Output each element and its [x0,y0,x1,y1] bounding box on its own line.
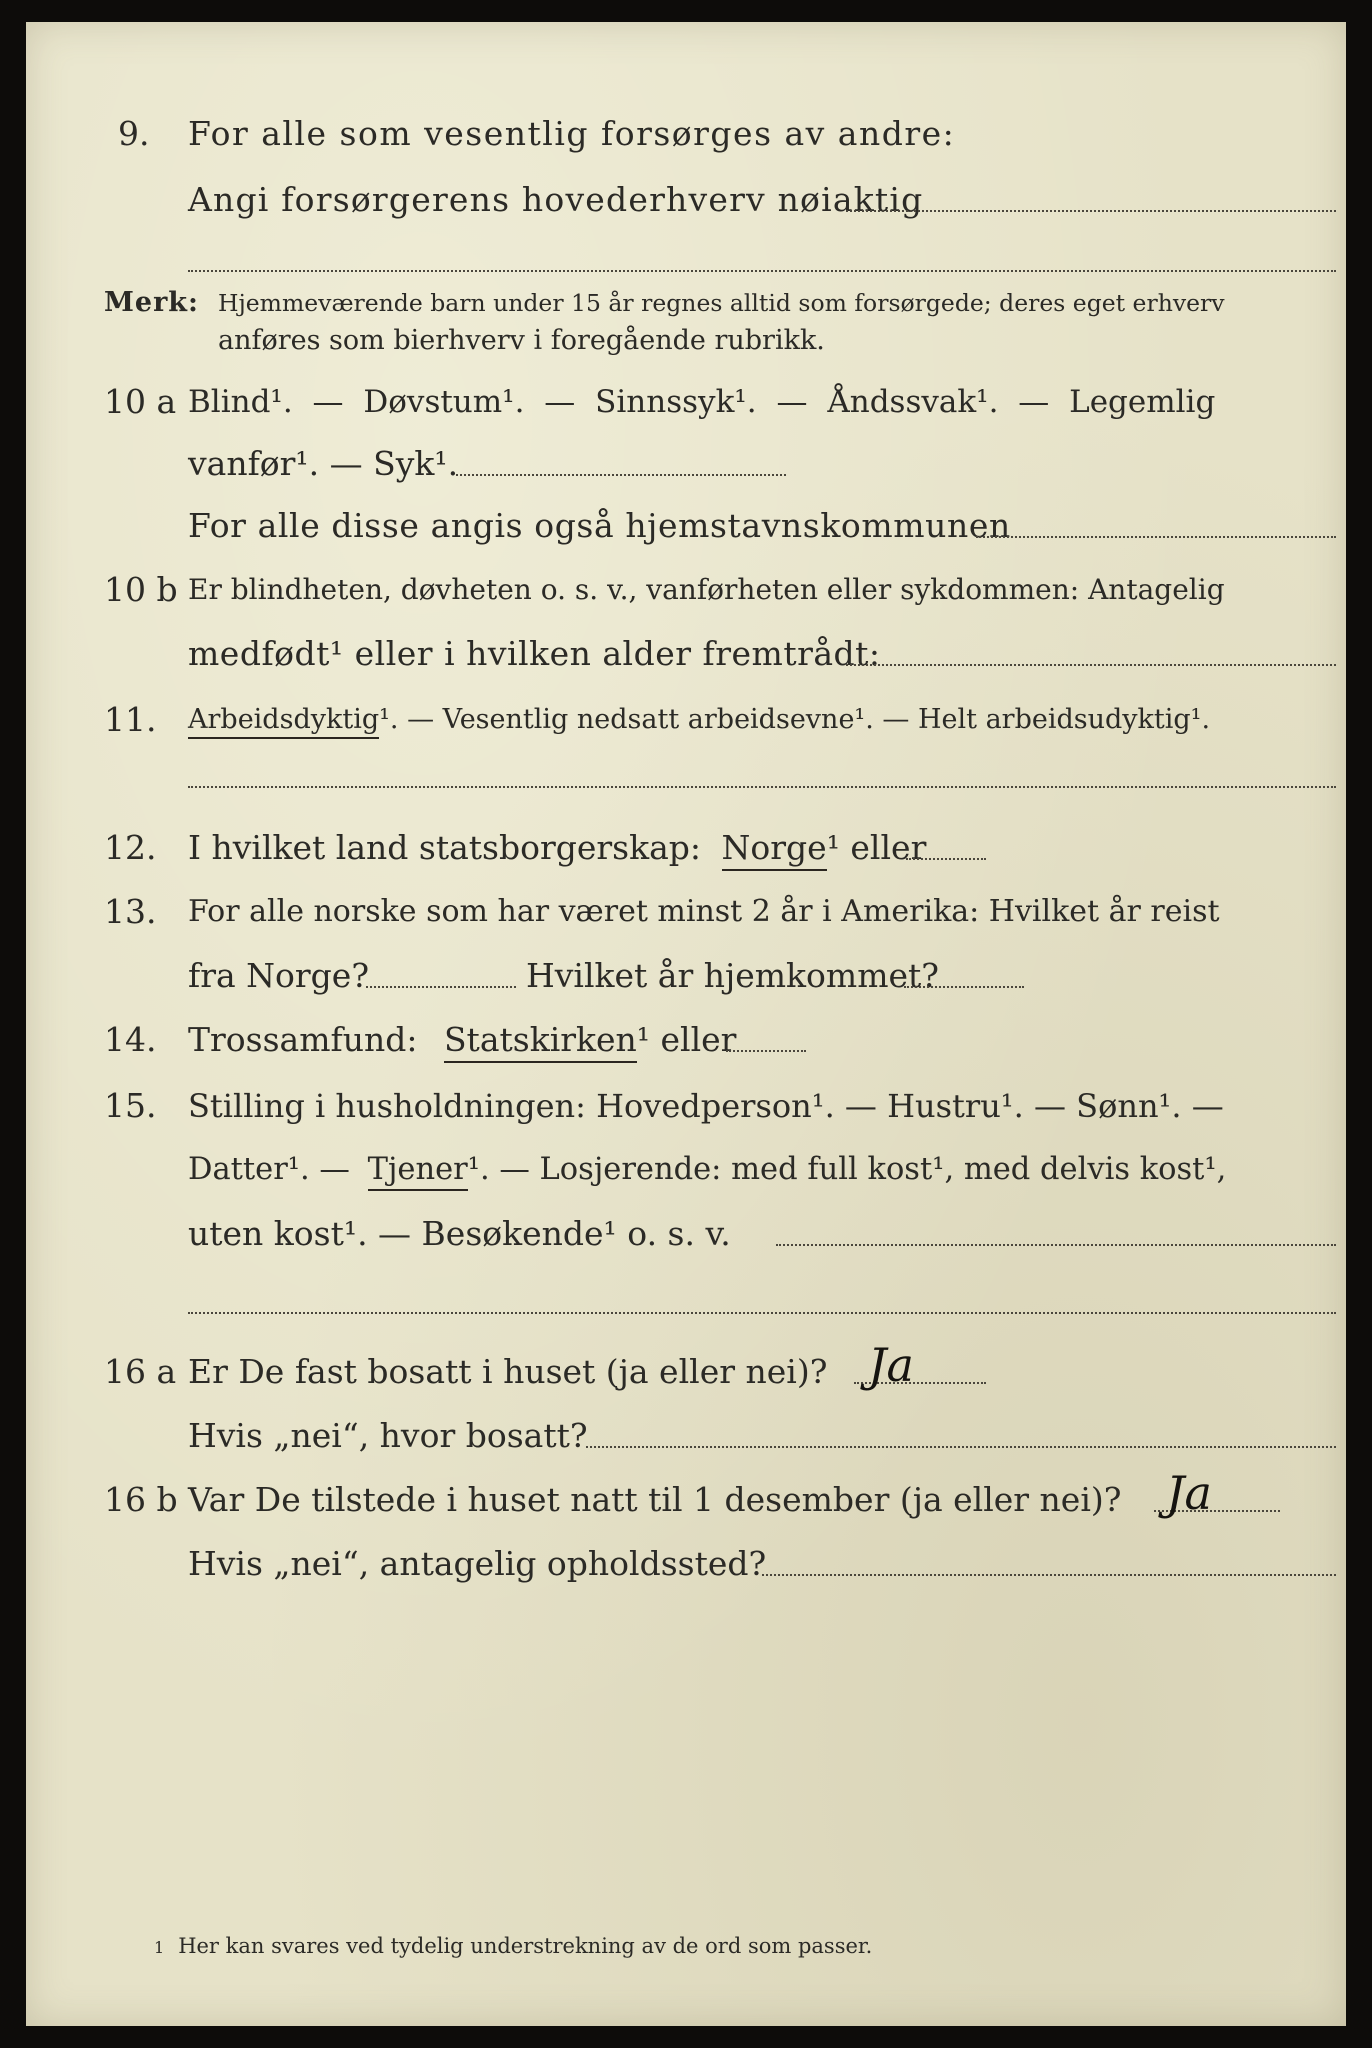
handwritten-answer-16b[interactable]: Ja [1166,1466,1212,1520]
footnote-mark: 1 [154,1938,165,1957]
selected-option-arbeidsdyktig[interactable]: Arbeidsdyktig [188,704,379,739]
question-text: uten kost¹. — Besøkende¹ o. s. v. [188,1214,731,1253]
selected-option-statskirken[interactable]: Statskirken [444,1020,637,1063]
question-text: Hvis „nei“, antagelig opholdssted? [188,1544,767,1583]
question-text: Stilling i husholdningen: Hovedperson¹. — Hustru¹. — Sønn¹. — [188,1087,1224,1125]
question-number: 15. [104,1086,157,1125]
answer-line[interactable] [904,986,1024,988]
question-options [188,828,926,868]
question-text: I hvilket land statsborgerskap: [188,828,702,867]
answer-line[interactable] [366,986,516,988]
question-text: Er De fast bosatt i huset (ja eller nei)? [188,1352,828,1391]
question-text: medfødt¹ eller i hvilken alder fremtrådt: [188,634,881,673]
question-text: For alle disse angis også hjemstavnskommunen [188,506,1011,545]
answer-line[interactable] [846,210,1336,212]
question-number: 10 a [104,382,177,421]
answer-line[interactable] [776,1244,1336,1246]
question-text: Datter¹. — [188,1152,350,1187]
selected-option-tjener[interactable]: Tjener [368,1152,468,1191]
selected-option-norge[interactable]: Norge [722,828,827,871]
question-number: 10 b [104,570,178,609]
footnote [154,1934,872,1958]
note-text: Hjemmeværende barn under 15 år regnes alltid som forsørgede; deres eget erhverv [218,289,1225,317]
question-text: ¹. — Losjerende: med full kost¹, med delvis kost¹, [467,1152,1227,1187]
question-text: fra Norge? [188,956,370,995]
question-options [188,700,1210,740]
question-number: 13. [104,892,157,931]
question-text: Angi forsørgerens hovederhverv nøiaktig [188,180,924,219]
answer-line[interactable] [456,474,786,476]
question-text: Trossamfund: [188,1020,418,1059]
answer-line[interactable] [188,786,1336,788]
question-text: Er blindheten, døvheten o. s. v., vanførheten eller sykdommen: Antagelig [188,573,1225,606]
answer-line[interactable] [846,664,1336,666]
note-text: anføres som bierhverv i foregående rubrikk. [218,325,825,356]
question-text: Var De tilstede i huset natt til 1 desember (ja eller nei)? [188,1480,1122,1519]
question-text: ¹ eller [826,828,927,867]
census-form-page [26,22,1346,2026]
question-text: Blind¹. — Døvstum¹. — Sinnssyk¹. — Åndssvak¹. — Legemlig [188,384,1216,420]
question-number: 9. [118,114,150,153]
answer-line[interactable] [586,1446,1336,1448]
handwritten-answer-16a[interactable]: Ja [868,1338,914,1392]
note-label: Merk: [104,287,199,318]
answer-line[interactable] [188,270,1336,272]
question-number: 11. [104,700,157,739]
answer-line[interactable] [726,1050,806,1052]
answer-line[interactable] [188,1312,1336,1314]
question-text: For alle som vesentlig forsørges av andre: [188,114,956,153]
question-number: 16 a [104,1352,177,1391]
question-number: 12. [104,828,157,867]
question-number: 14. [104,1020,157,1059]
question-text: ¹. — Vesentlig nedsatt arbeidsevne¹. — Helt arbeidsudyktig¹. [379,704,1211,735]
question-options [188,1150,1226,1190]
question-text: Hvilket år hjemkommet? [526,956,939,995]
answer-line[interactable] [906,858,986,860]
question-text: Hvis „nei“, hvor bosatt? [188,1416,588,1455]
answer-line[interactable] [762,1574,1336,1576]
answer-line[interactable] [976,536,1336,538]
question-options [188,1020,736,1060]
question-text: vanfør¹. — Syk¹. [188,444,459,483]
footnote-text: Her kan svares ved tydelig understrekning av de ord som passer. [178,1934,873,1958]
question-text: For alle norske som har været minst 2 år i Amerika: Hvilket år reist [188,894,1220,929]
question-text: ¹ eller [636,1020,737,1059]
question-number: 16 b [104,1480,178,1519]
